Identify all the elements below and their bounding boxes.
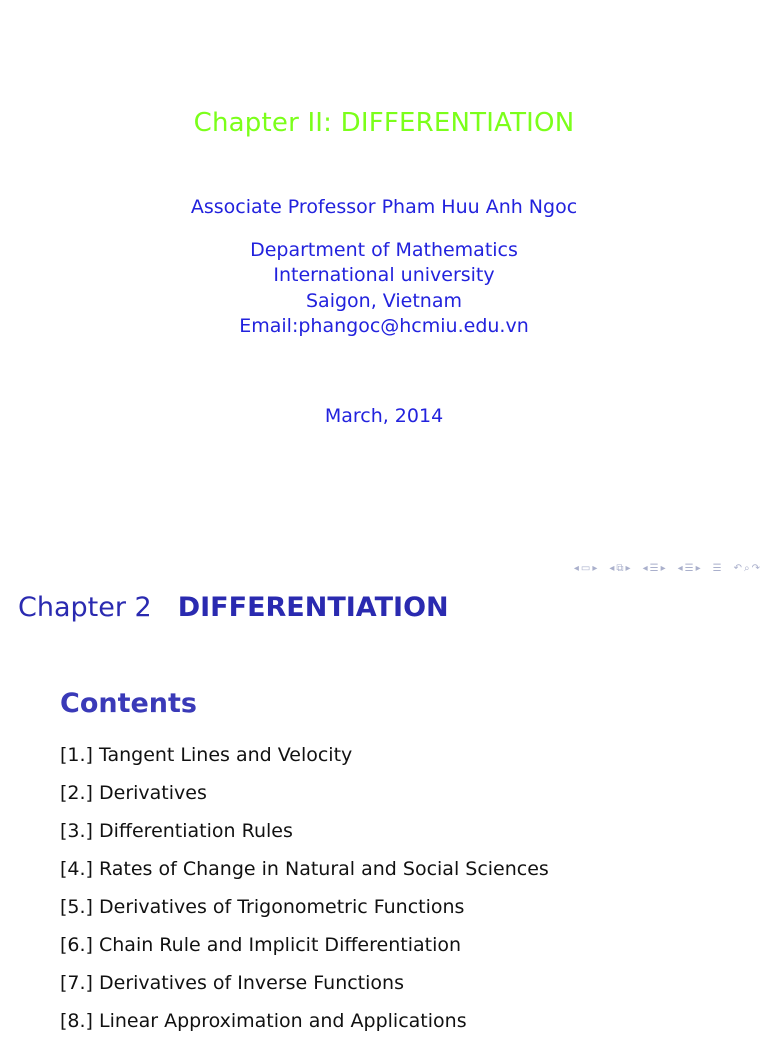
affiliation-block — [0, 238, 768, 339]
slide-title: Chapter II: DIFFERENTIATION — [193, 108, 575, 138]
affiliation-department: Department of Mathematics — [250, 239, 518, 261]
slide-prev-icon[interactable]: ◂ — [677, 562, 683, 574]
section-nav-group — [643, 563, 666, 574]
subsection-icon[interactable]: ⧉ — [616, 562, 624, 574]
search-icon[interactable]: ⌕ — [744, 562, 750, 574]
contents-heading: Contents — [60, 688, 198, 719]
subsection-next-icon[interactable]: ▸ — [625, 562, 631, 574]
slide-nav-group — [678, 563, 701, 574]
author-name: Associate Professor Pham Huu Anh Ngoc — [190, 196, 578, 218]
subsection-prev-icon[interactable]: ◂ — [609, 562, 615, 574]
frame-next-icon[interactable]: ▸ — [592, 562, 598, 574]
slide-next-icon[interactable]: ▸ — [695, 562, 701, 574]
frame-icon[interactable]: ▭ — [580, 562, 591, 574]
beamer-navigation-bar — [574, 560, 760, 576]
toc-item: [5.] Derivatives of Trigonometric Functions — [60, 896, 465, 918]
toc-item: [1.] Tangent Lines and Velocity — [60, 744, 353, 766]
section-prev-icon[interactable]: ◂ — [642, 562, 648, 574]
affiliation-university: International university — [273, 264, 495, 287]
toc-item: [7.] Derivatives of Inverse Functions — [60, 972, 404, 994]
redo-icon[interactable]: ↷ — [751, 562, 760, 574]
undo-icon[interactable]: ↶ — [733, 562, 742, 574]
toc-item: [3.] Differentiation Rules — [60, 820, 293, 842]
toc-item: [8.] Linear Approximation and Applications — [60, 1010, 467, 1032]
chapter-name: DIFFERENTIATION — [177, 592, 449, 623]
chapter-number: Chapter 2 — [18, 592, 152, 623]
frame-nav-group — [574, 563, 598, 574]
search-group — [734, 563, 760, 574]
bookmark-group — [713, 563, 722, 574]
toc-item: [6.] Chain Rule and Implicit Differentiation — [60, 934, 462, 956]
bookmark-icon[interactable]: ☰ — [712, 562, 722, 574]
toc-item: [2.] Derivatives — [60, 782, 207, 804]
affiliation-location: Saigon, Vietnam — [306, 289, 462, 312]
subsection-nav-group — [609, 563, 630, 574]
toc-item: [4.] Rates of Change in Natural and Social Sciences — [60, 858, 549, 880]
affiliation-email: Email:phangoc@hcmiu.edu.vn — [239, 314, 529, 337]
presentation-date: March, 2014 — [324, 405, 444, 427]
table-of-contents — [60, 744, 549, 1048]
slide-icon[interactable]: ☰ — [684, 562, 694, 574]
section-next-icon[interactable]: ▸ — [660, 562, 666, 574]
frame-prev-icon[interactable]: ◂ — [573, 562, 579, 574]
chapter-header — [18, 592, 449, 623]
section-icon[interactable]: ☰ — [649, 562, 659, 574]
